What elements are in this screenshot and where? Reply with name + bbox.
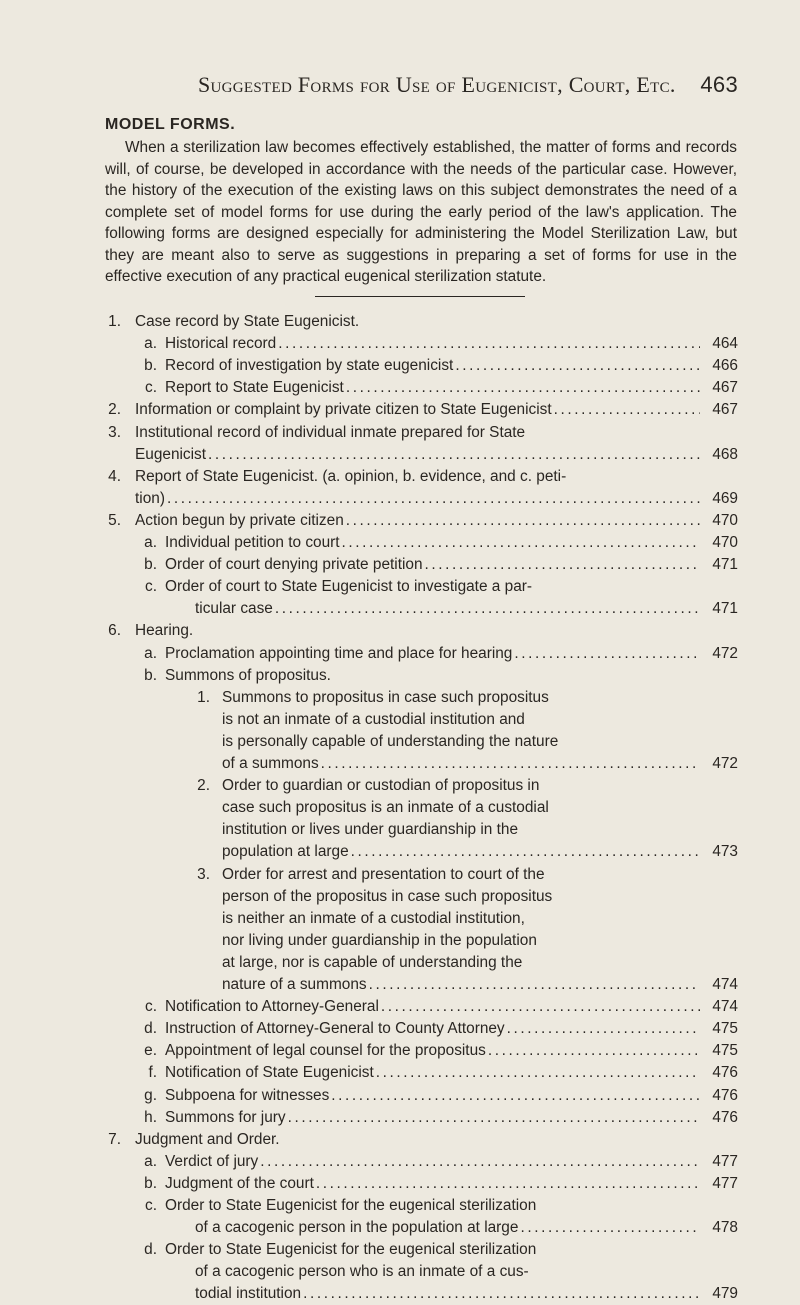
toc-line xyxy=(0,930,800,952)
toc-entry-number: b. xyxy=(144,357,157,375)
toc-page-number: 464 xyxy=(712,335,738,353)
toc-page-number: 476 xyxy=(712,1086,738,1104)
toc-entry-text: Eugenicist xyxy=(135,445,207,463)
toc-entry-text: Report to State Eugenicist xyxy=(165,379,344,397)
dot-leader xyxy=(260,1151,700,1173)
toc-entry-text: Order of court to State Eugenicist to investigate a par- xyxy=(165,578,533,596)
toc-entry-text: of a summons xyxy=(222,755,319,772)
toc-line xyxy=(0,422,800,444)
toc-entry-number: 2. xyxy=(197,777,210,795)
toc-entry-text: Action begun by private citizen xyxy=(135,511,344,529)
toc-entry-text: of a cacogenic person in the population at large xyxy=(195,1219,519,1237)
toc-entry-number: b. xyxy=(144,666,157,684)
toc-entry-text: Order to guardian or custodian of propositus in xyxy=(222,777,540,795)
dot-leader xyxy=(425,554,700,576)
toc-entry-text: Proclamation appointing time and place for hearing xyxy=(165,644,513,662)
toc-entry-number: a. xyxy=(144,335,157,353)
dot-leader xyxy=(488,1040,700,1062)
toc-page-number: 472 xyxy=(712,755,738,772)
toc-line xyxy=(0,1261,800,1283)
dot-leader xyxy=(351,841,700,863)
toc-page-number: 469 xyxy=(712,489,738,507)
toc-page-number: 472 xyxy=(712,644,738,662)
toc-line xyxy=(0,1239,800,1261)
toc-line xyxy=(0,797,800,819)
toc-entry-text: Notification to Attorney-General xyxy=(165,998,379,1016)
toc-entry-text: nature of a summons xyxy=(222,976,367,993)
toc-page-number: 470 xyxy=(712,511,738,529)
toc-page-number: 474 xyxy=(712,998,738,1016)
toc-entry-text: Summons for jury xyxy=(165,1108,286,1126)
toc-entry-number: h. xyxy=(144,1108,157,1126)
toc-entry-number: c. xyxy=(145,379,157,397)
toc-entry-number: 1. xyxy=(197,688,210,706)
toc-entry-number: 5. xyxy=(108,511,121,529)
toc-page-number: 478 xyxy=(712,1219,738,1237)
toc-entry-number: 2. xyxy=(108,401,121,419)
toc-entry-text: institution or lives under guardianship in the xyxy=(222,821,519,839)
toc-line xyxy=(0,311,800,333)
toc-page-number: 467 xyxy=(712,401,738,419)
toc-entry-text: Order to State Eugenicist for the eugenical sterilization xyxy=(165,1241,537,1259)
dot-leader xyxy=(167,488,700,510)
toc-entry-text: Summons to propositus in case such propositus xyxy=(222,688,549,706)
toc-entry-text: is personally capable of understanding the nature xyxy=(222,732,559,750)
toc-entry-number: f. xyxy=(148,1064,157,1082)
dot-leader xyxy=(369,974,700,996)
dot-leader xyxy=(376,1062,700,1084)
toc-page-number: 476 xyxy=(712,1108,738,1126)
toc-entry-text: Individual petition to court xyxy=(165,534,340,551)
dot-leader xyxy=(520,1217,700,1239)
dot-leader xyxy=(514,643,700,665)
toc-entry-text: tion) xyxy=(135,489,165,507)
toc-line xyxy=(0,974,800,996)
toc-line xyxy=(0,620,800,642)
toc-entry-text: case such propositus is an inmate of a custodial xyxy=(222,799,549,817)
toc-entry-text: nor living under guardianship in the population xyxy=(222,931,537,949)
toc-line xyxy=(0,576,800,598)
dot-leader xyxy=(346,510,700,532)
toc-line xyxy=(0,1195,800,1217)
toc-page-number: 475 xyxy=(712,1042,738,1060)
toc-entry-number: 3. xyxy=(108,423,121,441)
toc-line xyxy=(0,532,800,554)
toc-line xyxy=(0,377,800,399)
dot-leader xyxy=(303,1283,700,1305)
toc-page-number: 467 xyxy=(712,379,738,397)
toc-line xyxy=(0,444,800,466)
running-title: Suggested Forms for Use of Eugenicist, Court, Etc. xyxy=(198,72,676,97)
toc-entry-text: Information or complaint by private citizen to State Eugenicist xyxy=(135,401,552,419)
toc-entry-text: is not an inmate of a custodial institution and xyxy=(222,710,525,728)
toc-line xyxy=(0,1040,800,1062)
toc-line xyxy=(0,1062,800,1084)
dot-leader xyxy=(278,333,700,355)
toc-entry-number: 1. xyxy=(108,313,121,330)
toc-line xyxy=(0,1283,800,1305)
section-divider xyxy=(315,296,525,297)
toc-entry-text: ticular case xyxy=(195,600,273,618)
toc-page-number: 474 xyxy=(712,976,738,993)
toc-line xyxy=(0,1018,800,1040)
toc-entry-text: Judgment and Order. xyxy=(135,1130,280,1148)
toc-entry-number: b. xyxy=(144,556,157,574)
toc-entry-text: Report of State Eugenicist. (a. opinion, b. evidence, and c. peti- xyxy=(135,467,567,485)
toc-entry-number: 4. xyxy=(108,467,121,485)
toc-line xyxy=(0,665,800,687)
toc-line xyxy=(0,554,800,576)
toc-line xyxy=(0,952,800,974)
toc-entry-text: Verdict of jury xyxy=(165,1152,259,1170)
intro-paragraph: When a sterilization law becomes effectively established, the matter of forms and records will, of course, be developed in accordance with the needs of the particular case. However, the history of the execution of the existing laws on this subject demonstrates the need of a complete set of model forms for use during the early period of the law's application. The following forms are designed especially for administering the Model Sterilization Law, but they are meant also to serve as suggestions in preparing a set of forms for use in the effective execution of any practical eugenical sterilization statute. xyxy=(105,139,737,285)
toc-line xyxy=(0,775,800,797)
toc-line xyxy=(0,841,800,863)
page-number: 463 xyxy=(700,72,738,97)
toc-entry-text: Summons of propositus. xyxy=(165,666,331,684)
toc-entry-text: Subpoena for witnesses xyxy=(165,1086,330,1104)
toc-line xyxy=(0,1173,800,1195)
toc-entry-text: Record of investigation by state eugenicist xyxy=(165,357,454,375)
dot-leader xyxy=(381,996,700,1018)
toc-line xyxy=(0,333,800,355)
toc-line xyxy=(0,1217,800,1239)
toc-entry-text: Order of court denying private petition xyxy=(165,556,423,574)
dot-leader xyxy=(346,377,700,399)
toc-entry-number: c. xyxy=(145,578,157,596)
dot-leader xyxy=(321,753,700,775)
toc-line xyxy=(0,488,800,510)
toc-page-number: 476 xyxy=(712,1064,738,1082)
dot-leader xyxy=(208,444,700,466)
toc-line xyxy=(0,466,800,488)
toc-entry-text: Appointment of legal counsel for the propositus xyxy=(165,1042,486,1060)
toc-line xyxy=(0,908,800,930)
dot-leader xyxy=(331,1085,700,1107)
toc-entry-number: d. xyxy=(144,1241,157,1259)
dot-leader xyxy=(554,399,700,421)
toc-entry-text: todial institution xyxy=(195,1285,302,1303)
section-title: MODEL FORMS. xyxy=(105,116,236,133)
toc-line xyxy=(0,753,800,775)
toc-page-number: 471 xyxy=(712,556,738,574)
toc-entry-text: at large, nor is capable of understanding the xyxy=(222,953,523,971)
toc-page-number: 477 xyxy=(712,1152,738,1170)
toc-entry-text: Historical record xyxy=(165,335,277,353)
toc-entry-number: a. xyxy=(144,1152,157,1170)
toc-line xyxy=(0,886,800,908)
toc-line xyxy=(0,709,800,731)
toc-entry-text: population at large xyxy=(222,843,349,861)
toc-entry-number: a. xyxy=(144,534,157,551)
toc-page-number: 477 xyxy=(712,1174,738,1192)
toc-entry-text: Case record by State Eugenicist. xyxy=(135,313,360,330)
toc-page-number: 471 xyxy=(712,600,738,618)
toc-page-number: 468 xyxy=(712,445,738,463)
dot-leader xyxy=(275,598,700,620)
toc-line xyxy=(0,819,800,841)
toc-entry-number: 3. xyxy=(197,865,210,883)
toc-line xyxy=(0,687,800,709)
toc-line xyxy=(0,643,800,665)
toc-line xyxy=(0,355,800,377)
toc-entry-number: 7. xyxy=(108,1130,121,1148)
toc-entry-number: a. xyxy=(144,644,157,662)
dot-leader xyxy=(507,1018,700,1040)
toc-entry-text: Order for arrest and presentation to court of the xyxy=(222,865,545,883)
toc-entry-number: d. xyxy=(144,1020,157,1038)
toc-line xyxy=(0,399,800,421)
toc-entry-text: Institutional record of individual inmate prepared for State xyxy=(135,423,526,441)
toc-entry-number: g. xyxy=(144,1086,157,1104)
toc-entry-number: 6. xyxy=(108,622,121,640)
toc-entry-text: Judgment of the court xyxy=(165,1174,314,1192)
dot-leader xyxy=(288,1107,700,1129)
toc-entry-text: Hearing. xyxy=(135,622,194,640)
toc-entry-number: e. xyxy=(144,1042,157,1060)
toc-line xyxy=(0,510,800,532)
toc-page-number: 470 xyxy=(712,534,738,551)
toc-entry-text: Order to State Eugenicist for the eugenical sterilization xyxy=(165,1197,537,1214)
toc-line xyxy=(0,996,800,1018)
dot-leader xyxy=(342,532,700,554)
toc-entry-number: c. xyxy=(145,998,157,1016)
toc-line xyxy=(0,598,800,620)
toc-line xyxy=(0,731,800,753)
toc-page-number: 473 xyxy=(712,843,738,861)
toc-line xyxy=(0,864,800,886)
toc-page-number: 466 xyxy=(712,357,738,375)
toc-entry-text: Notification of State Eugenicist xyxy=(165,1064,374,1082)
toc-entry-text: is neither an inmate of a custodial institution, xyxy=(222,909,525,927)
toc-entry-text: Instruction of Attorney-General to County Attorney xyxy=(165,1020,505,1038)
toc-entry-number: c. xyxy=(145,1197,157,1214)
toc-line xyxy=(0,1151,800,1173)
toc-line xyxy=(0,1085,800,1107)
dot-leader xyxy=(455,355,700,377)
toc-entry-number: b. xyxy=(144,1174,157,1192)
toc-entry-text: person of the propositus in case such propositus xyxy=(222,887,553,905)
toc-page-number: 475 xyxy=(712,1020,738,1038)
dot-leader xyxy=(316,1173,700,1195)
toc-line xyxy=(0,1129,800,1151)
toc-line xyxy=(0,1107,800,1129)
toc-entry-text: of a cacogenic person who is an inmate of a cus- xyxy=(195,1263,529,1281)
running-header xyxy=(198,72,738,98)
toc-page-number: 479 xyxy=(712,1285,738,1303)
